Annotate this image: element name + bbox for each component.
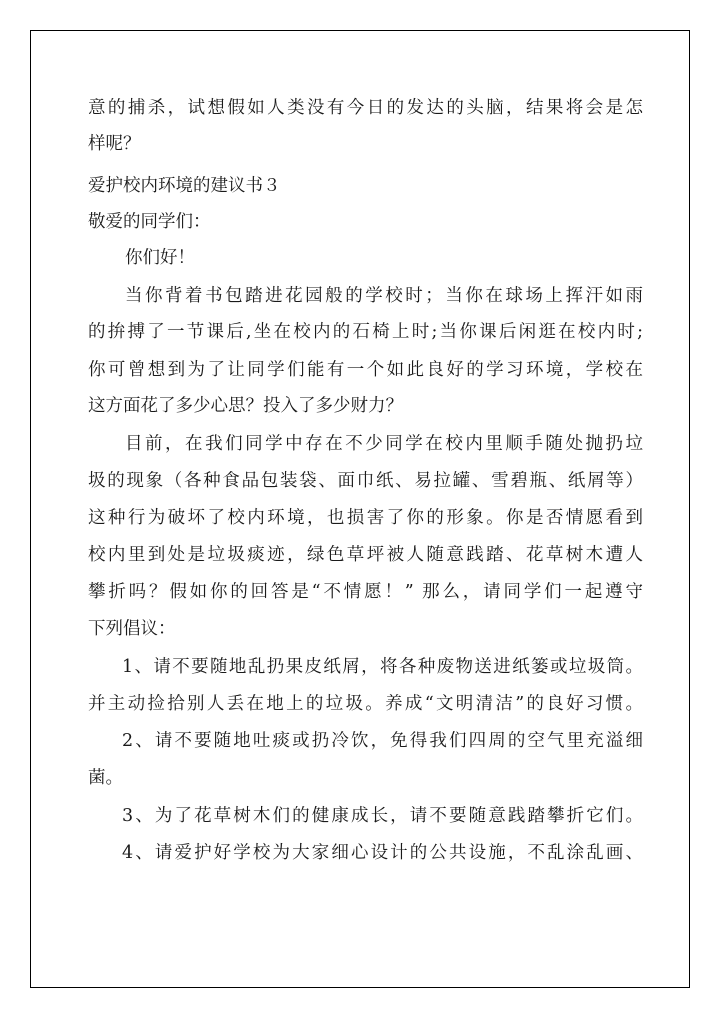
paragraph-line: 这方面花了多少心思？投入了多少财力？ — [88, 396, 403, 416]
paragraph-line: 样呢？ — [88, 134, 141, 154]
salutation: 敬爱的同学们： — [88, 212, 211, 232]
paragraph-line: 的拚搏了一节课后,坐在校内的石椅上时;当你课后闲逛在校内时; — [88, 322, 643, 342]
list-item-continuation: 菌。 — [88, 768, 123, 788]
list-item-continuation: 并主动捡拾别人丢在地上的垃圾。养成“文明清洁”的良好习惯。 — [88, 694, 643, 714]
list-item: 3、为了花草树木们的健康成长，请不要随意践踏攀折它们。 — [122, 806, 643, 826]
paragraph-line: 圾的现象（各种食品包装袋、面巾纸、易拉罐、雪碧瓶、纸屑等） — [88, 471, 643, 491]
greeting: 你们好！ — [125, 248, 195, 268]
paragraph-line: 下列倡议： — [88, 619, 176, 639]
list-item: 4、请爱护好学校为大家细心设计的公共设施，不乱涂乱画、 — [122, 843, 643, 863]
list-item: 2、请不要随地吐痰或扔冷饮，免得我们四周的空气里充溢细 — [122, 731, 643, 751]
list-item: 1、请不要随地乱扔果皮纸屑，将各种废物送进纸篓或垃圾筒。 — [122, 657, 643, 677]
paragraph-line: 当你背着书包踏进花园般的学校时；当你在球场上挥汗如雨 — [125, 286, 643, 306]
paragraph-line: 目前，在我们同学中存在不少同学在校内里顺手随处抛扔垃 — [125, 434, 643, 454]
paragraph-line: 意的捕杀，试想假如人类没有今日的发达的头脑，结果将会是怎 — [88, 98, 643, 118]
paragraph-line: 你可曾想到为了让同学们能有一个如此良好的学习环境，学校在 — [88, 360, 643, 380]
section-heading: 爱护校内环境的建议书３ — [88, 176, 281, 196]
paragraph-line: 攀折吗？假如你的回答是“不情愿！” 那么，请同学们一起遵守 — [88, 582, 643, 602]
paragraph-line: 这种行为破坏了校内环境，也损害了你的形象。你是否情愿看到 — [88, 508, 643, 528]
paragraph-line: 校内里到处是垃圾痰迹，绿色草坪被人随意践踏、花草树木遭人 — [88, 545, 643, 565]
